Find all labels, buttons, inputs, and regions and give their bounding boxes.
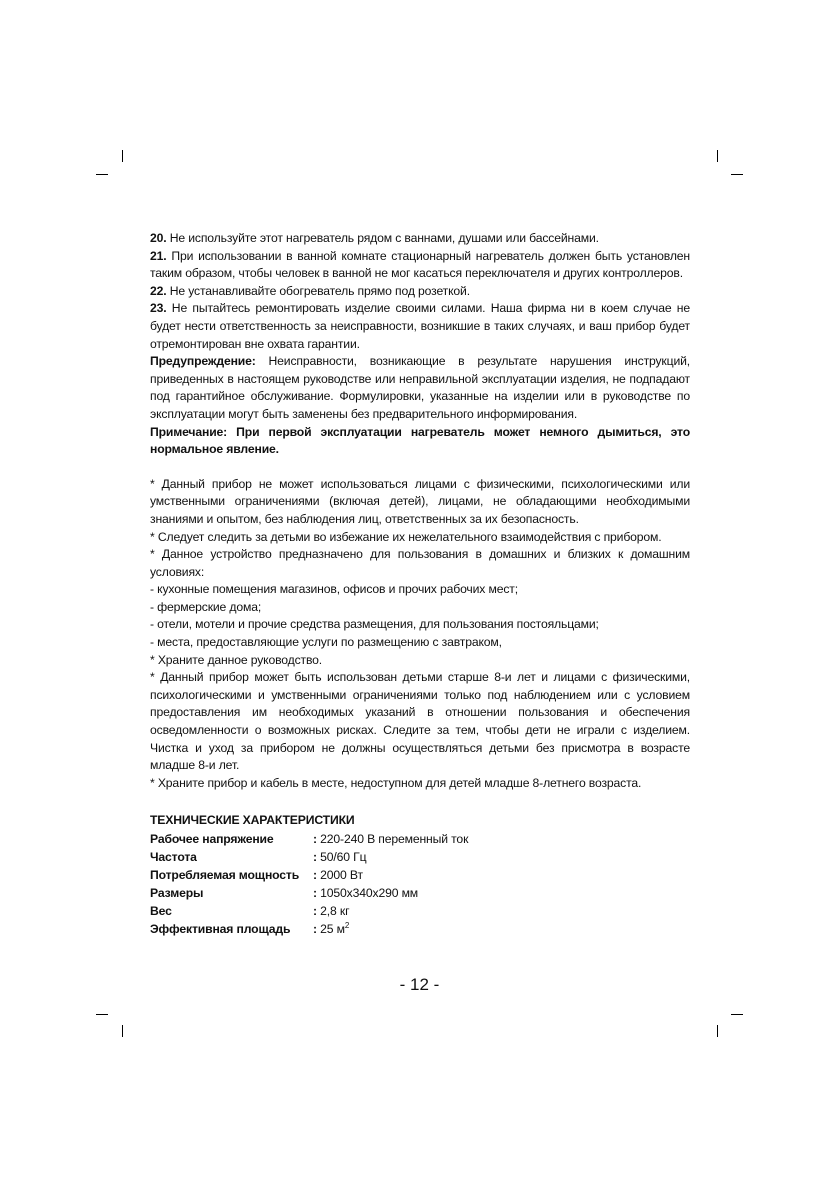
item-20	[150, 230, 690, 248]
item-number: 21.	[150, 248, 167, 263]
warning-label: Предупреждение:	[150, 354, 256, 369]
item-text: Не пытайтесь ремонтировать изделие своими силами. Наша фирма ни в коем случае не будет нести ответственность за неисправности, возникшие в таких случаях, и ваш прибор будет отремонтирован вне охвата гарантии.	[150, 301, 690, 351]
warning-text: Неисправности, возникающие в результате нарушения инструкций, приведенных в настоящем руководстве или неправильной эксплуатации изделия, не подпадают под гарантийное обслуживание. Формулировки, указанные на изделии или в руководстве по эксплуатации могут быть заменены без предварительного информирования.	[150, 354, 690, 421]
spec-row-weight	[150, 902, 690, 920]
page-number: - 12 -	[399, 975, 440, 994]
note-text: Примечание: При первой эксплуатации нагреватель может немного дымиться, это нормальное явление.	[150, 424, 690, 457]
spec-key: Потребляемая мощность	[150, 868, 300, 882]
crop-mark-bottom-right-vertical	[717, 1025, 718, 1037]
superscript: 2	[344, 921, 350, 930]
crop-mark-bottom-left-horizontal	[96, 1014, 108, 1015]
crop-mark-bottom-left-vertical	[122, 1025, 123, 1037]
spec-colon: :	[313, 886, 317, 900]
spec-value	[313, 830, 690, 848]
spec-key: Вес	[150, 904, 172, 918]
spec-value	[313, 902, 690, 920]
item-number: 22.	[150, 283, 167, 298]
spec-key: Частота	[150, 850, 197, 864]
specs-section	[150, 812, 690, 938]
bullet-line: - отели, мотели и прочие средства размещения, для пользования постояльцами;	[150, 617, 599, 632]
bullet-line: - кухонные помещения магазинов, офисов и прочих рабочих мест;	[150, 582, 518, 597]
spec-colon: :	[313, 832, 317, 846]
spec-key: Рабочее напряжение	[150, 832, 274, 846]
bullet-line: * Данный прибор не может использоваться лицами с физическими, психологическими или умственными ограничениями (включая детей), лицами, не обладающими необходимыми знаниями и опытом, без наблюдения лиц, ответственных за их безопасность.	[150, 476, 690, 526]
crop-mark-top-left-vertical	[122, 150, 123, 162]
crop-mark-top-right-horizontal	[731, 174, 743, 175]
spec-value	[313, 866, 690, 884]
warning-paragraph	[150, 353, 690, 423]
item-text: Не используйте этот нагреватель рядом с ваннами, душами или бассейнами.	[166, 231, 599, 245]
item-text: Не устанавливайте обогреватель прямо под розеткой.	[166, 283, 470, 298]
spec-value-text: 2,8 кг	[316, 904, 350, 918]
crop-mark-bottom-right-horizontal	[731, 1014, 743, 1015]
bullet-line: - места, предоставляющие услуги по размещению с завтраком,	[150, 635, 502, 650]
spec-value-text: 1050x340x290 мм	[316, 886, 419, 900]
spec-value-text: 50/60 Гц	[316, 850, 367, 864]
bullet-line: * Данное устройство предназначено для пользования в домашних и близких к домашним условиях:	[150, 547, 690, 579]
crop-mark-top-left-horizontal	[96, 174, 108, 175]
spec-row-voltage	[150, 830, 690, 848]
bullet-line: * Храните данное руководство.	[150, 652, 323, 667]
spec-colon: :	[313, 868, 317, 882]
item-number: 20.	[150, 231, 167, 245]
item-21	[150, 248, 690, 283]
bullet-line: * Данный прибор может быть использован детьми старше 8-и лет и лицами с физическими, психологическими и умственными ограничениями только под наблюдением или с условием предоставления им необходимых указаний в отношении пользования и обеспечения осведомленности о возможных рисках. Следите за тем, чтобы дети не играли с изделием. Чистка и уход за прибором не должны осуществляться детьми без присмотра в возрасте младше 8-и лет.	[150, 670, 690, 773]
spec-key: Размеры	[150, 886, 204, 900]
spec-value-text: 2000 Вт	[316, 868, 363, 882]
item-number: 23.	[150, 301, 167, 316]
bullet-line: * Храните прибор и кабель в месте, недоступном для детей младше 8-летнего возраста.	[150, 775, 642, 790]
note-paragraph	[150, 424, 690, 459]
spacer	[150, 459, 690, 476]
spacer	[150, 792, 690, 809]
spec-key: Эффективная площадь	[150, 922, 291, 936]
item-22	[150, 283, 690, 301]
spec-colon: :	[313, 904, 317, 918]
bullet-line: * Следует следить за детьми во избежание их нежелательного взаимодействия с прибором.	[150, 529, 662, 544]
spec-row-area	[150, 920, 690, 938]
spec-value	[313, 920, 690, 938]
spec-row-power	[150, 866, 690, 884]
spec-colon: :	[313, 850, 317, 864]
spec-row-frequency	[150, 848, 690, 866]
spec-value-text: 25 м	[316, 922, 345, 936]
spec-value	[313, 884, 690, 902]
crop-mark-top-right-vertical	[717, 150, 718, 162]
bullet-line: - фермерские дома;	[150, 599, 262, 614]
spec-value-text: 220-240 В переменный ток	[316, 832, 469, 846]
spec-row-dimensions	[150, 884, 690, 902]
spec-value	[313, 848, 690, 866]
item-text: При использовании в ванной комнате стационарный нагреватель должен быть установлен таким образом, чтобы человек в ванной не мог касаться переключателя и других контроллеров.	[150, 248, 690, 281]
spec-colon: :	[313, 922, 317, 936]
item-23	[150, 300, 690, 353]
page-content	[150, 230, 690, 938]
specs-title: ТЕХНИЧЕСКИЕ ХАРАКТЕРИСТИКИ	[150, 813, 355, 828]
